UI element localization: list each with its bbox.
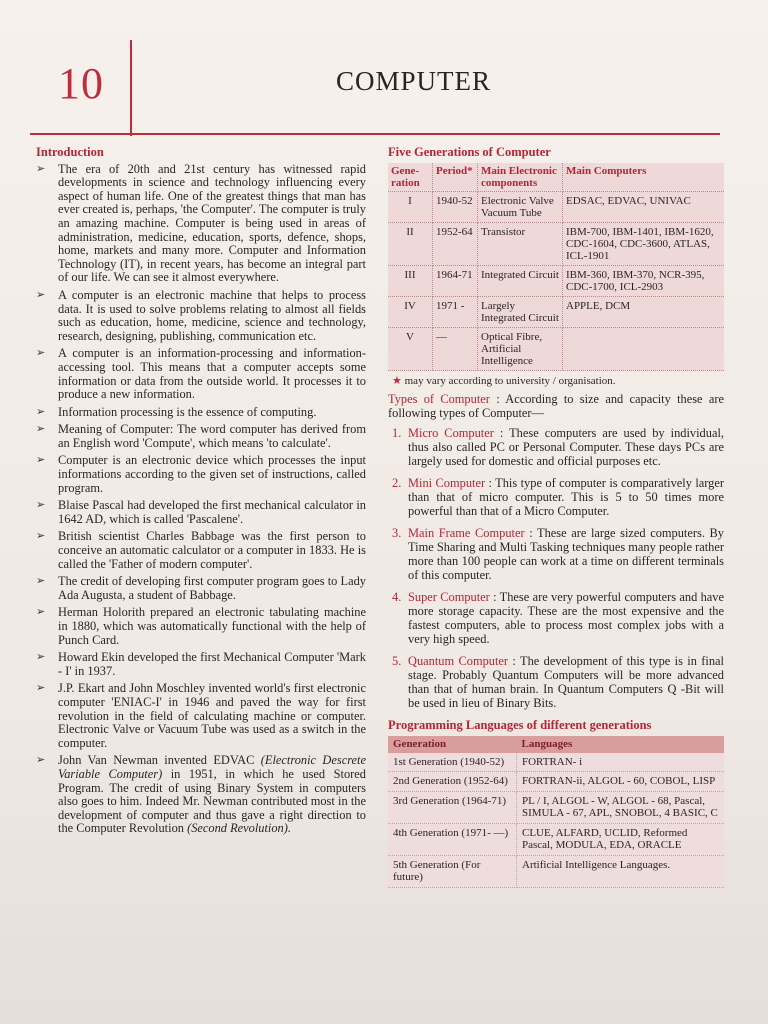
introduction-bullet-list bbox=[36, 163, 366, 751]
bullet-item bbox=[36, 682, 366, 750]
bullet-text: Information processing is the essence of computing. bbox=[58, 404, 317, 419]
table-cell: Integrated Circuit bbox=[478, 266, 563, 297]
table-cell: II bbox=[388, 223, 433, 266]
table-cell: CLUE, ALFARD, UCLID, Reformed Pascal, MODULA, EDA, ORACLE bbox=[517, 823, 725, 855]
generations-header-cell: Main Electronic components bbox=[478, 163, 563, 192]
chapter-title: COMPUTER bbox=[336, 66, 492, 96]
languages-header-cell: Languages bbox=[517, 736, 725, 753]
type-number: 3. bbox=[392, 526, 402, 540]
table-cell: Electronic Valve Vacuum Tube bbox=[478, 192, 563, 223]
type-description: : This type of computer is comparatively larger than that of micro computer. This is 5 to 50 times more powerful than that of a Micro Computer. bbox=[408, 476, 724, 518]
types-label: Types of Computer bbox=[388, 392, 490, 406]
generations-table-header bbox=[388, 163, 724, 192]
bullet-item bbox=[36, 606, 366, 647]
star-icon: ★ bbox=[392, 375, 402, 387]
type-description: : These are very powerful computers and have more storage capacity. These are the most expensive and the fastest computers, able to process most complex jobs with a very high speed. bbox=[408, 590, 724, 646]
table-cell: V bbox=[388, 328, 433, 371]
computer-type-item bbox=[388, 476, 724, 518]
table-row bbox=[388, 328, 724, 371]
period-footnote: ★ may vary according to university / organisation. bbox=[392, 375, 616, 387]
computer-type-item bbox=[388, 526, 724, 582]
table-row bbox=[388, 223, 724, 266]
bullet-arrow-icon: ➢ bbox=[36, 530, 46, 543]
bullet-text: Herman Holorith prepared an electronic tabulating machine in 1880, which was automatically functional with the help of Punch Card. bbox=[58, 605, 366, 647]
types-intro: Types of Computer : According to size and capacity these are following types of Computer— bbox=[388, 392, 724, 420]
bullet-item bbox=[36, 423, 366, 450]
bullet-text: A computer is an information-processing and information-accessing tool. This means that a computer accepts some information or data from the outside world. It processes it to produce a new information. bbox=[58, 346, 366, 402]
generations-heading: Five Generations of Computer bbox=[388, 145, 551, 159]
table-cell: 1952-64 bbox=[433, 223, 478, 266]
bullet-text: J.P. Ekart and John Moschley invented world's first electronic computer 'ENIAC-I' in 1946 and paved the way for first revolution in the field of calculating machine or computer. Electronic Valve or Vacuum Tube was used as a switch in the computer. bbox=[58, 681, 366, 750]
table-cell: FORTRAN- i bbox=[517, 753, 725, 772]
table-cell: Largely Integrated Circuit bbox=[478, 297, 563, 328]
type-description: : These are large sized computers. By Time Sharing and Multi Tasking techniques many people rather more than 100 people can work at a time on different terminals of this computer. bbox=[408, 526, 724, 582]
bullet-text: Blaise Pascal had developed the first mechanical calculator in 1642 AD, which is called 'Pascalene'. bbox=[58, 498, 366, 526]
bullet-item bbox=[36, 454, 366, 495]
bullet-arrow-icon: ➢ bbox=[36, 162, 46, 175]
bullet-item bbox=[36, 575, 366, 602]
table-cell: 2nd Generation (1952-64) bbox=[388, 772, 517, 792]
bullet-arrow-icon: ➢ bbox=[36, 499, 46, 512]
computer-type-item bbox=[388, 426, 724, 468]
table-cell: 1940-52 bbox=[433, 192, 478, 223]
type-number: 2. bbox=[392, 476, 402, 490]
table-cell bbox=[563, 328, 725, 371]
table-cell: IV bbox=[388, 297, 433, 328]
type-number: 1. bbox=[392, 426, 402, 440]
bullet-item bbox=[36, 530, 366, 571]
table-row bbox=[388, 266, 724, 297]
table-cell: 1st Generation (1940-52) bbox=[388, 753, 517, 772]
bullet-text: The era of 20th and 21st century has witnessed rapid developments in science and technology influencing every aspect of human life. One of the greatest things that man has ever created is, perhaps, 'the Computer'. The computer is truly an amazing machine. Computer is being used in areas of administration, medicine, education, sports, defence, shops, home, markets and many more. Computer and Information Technology (IT), in recent years, has become an integral part of our life. We can see it almost everywhere. bbox=[58, 161, 366, 285]
table-cell: 5th Generation (For future) bbox=[388, 855, 517, 887]
table-cell: Optical Fibre, Artificial Intelligence bbox=[478, 328, 563, 371]
bullet-text: The credit of developing first computer program goes to Lady Ada Augusta, a student of Babbage. bbox=[58, 574, 366, 602]
table-row bbox=[388, 855, 724, 887]
type-description: : The development of this type is in final stage. Probably Quantum Computers will be more advanced than that of human brain. In Quantum Computers Q -Bit will be used in lieu of Binary Bits. bbox=[408, 654, 724, 710]
languages-table-header bbox=[388, 736, 724, 753]
chapter-number: 10 bbox=[58, 59, 104, 108]
table-cell: 4th Generation (1971- —) bbox=[388, 823, 517, 855]
languages-table bbox=[388, 736, 724, 888]
bullet-arrow-icon: ➢ bbox=[36, 288, 46, 301]
bullet-arrow-icon: ➢ bbox=[36, 651, 46, 664]
table-row bbox=[388, 772, 724, 792]
table-row bbox=[388, 192, 724, 223]
table-cell: IBM-360, IBM-370, NCR-395, CDC-1700, ICL-2903 bbox=[563, 266, 725, 297]
bullet-item bbox=[36, 289, 366, 343]
bullet-arrow-icon: ➢ bbox=[36, 454, 46, 467]
type-name: Quantum Computer bbox=[408, 654, 509, 668]
type-name: Micro Computer bbox=[408, 426, 494, 440]
bullet-arrow-icon: ➢ bbox=[36, 606, 46, 619]
bullet-item bbox=[36, 163, 366, 285]
chapter-divider-vertical bbox=[130, 40, 132, 136]
right-column bbox=[388, 145, 724, 888]
generations-header-cell: Main Computers bbox=[563, 163, 725, 192]
computer-type-item bbox=[388, 654, 724, 710]
bullet-item bbox=[36, 651, 366, 678]
table-row bbox=[388, 791, 724, 823]
table-cell: I bbox=[388, 192, 433, 223]
table-cell: EDSAC, EDVAC, UNIVAC bbox=[563, 192, 725, 223]
table-cell: 1971 - bbox=[433, 297, 478, 328]
table-row bbox=[388, 753, 724, 772]
computer-type-item bbox=[388, 590, 724, 646]
table-cell: IBM-700, IBM-1401, IBM-1620, CDC-1604, CDC-3600, ATLAS, ICL-1901 bbox=[563, 223, 725, 266]
table-cell: APPLE, DCM bbox=[563, 297, 725, 328]
computer-types-list bbox=[388, 426, 724, 710]
bullet-arrow-icon: ➢ bbox=[36, 754, 46, 767]
table-cell: Artificial Intelligence Languages. bbox=[517, 855, 725, 887]
type-description: : These computers are used by individual, thus also called PC or Personal Computer. These days PCs are largely used for domestic and official purposes etc. bbox=[408, 426, 724, 468]
generations-header-cell: Period* bbox=[433, 163, 478, 192]
generations-header-cell: Gene-ration bbox=[388, 163, 433, 192]
bullet-arrow-icon: ➢ bbox=[36, 682, 46, 695]
type-number: 5. bbox=[392, 654, 402, 668]
bullet-arrow-icon: ➢ bbox=[36, 405, 46, 418]
type-name: Mini Computer bbox=[408, 476, 486, 490]
bullet-arrow-icon: ➢ bbox=[36, 575, 46, 588]
table-cell: 3rd Generation (1964-71) bbox=[388, 791, 517, 823]
bullet-text: Meaning of Computer: The word computer has derived from an English word 'Compute', which means 'to calculate'. bbox=[58, 422, 366, 450]
type-name: Main Frame Computer bbox=[408, 526, 525, 540]
bullet-text: British scientist Charles Babbage was the first person to conceive an automatic calculator or a computer in 1833. He is called the 'Father of modern computer'. bbox=[58, 529, 366, 571]
table-cell: — bbox=[433, 328, 478, 371]
table-cell: 1964-71 bbox=[433, 266, 478, 297]
table-cell: PL / I, ALGOL - W, ALGOL - 68, Pascal, SIMULA - 67, APL, SNOBOL, 4 BASIC, C bbox=[517, 791, 725, 823]
left-column bbox=[36, 146, 366, 840]
bullet-text: Computer is an electronic device which processes the input informations according to the given set of instructions, called program. bbox=[58, 453, 366, 495]
bullet-item bbox=[36, 499, 366, 526]
table-row bbox=[388, 297, 724, 328]
introduction-heading: Introduction bbox=[36, 145, 104, 159]
bullet-text: A computer is an electronic machine that helps to process data. It is used to solve problems relating to almost all fields such as education, home, medicine, science and technology, research, designing, publishing, communication etc. bbox=[58, 287, 366, 343]
bullet-item bbox=[36, 406, 366, 420]
bullet-arrow-icon: ➢ bbox=[36, 347, 46, 360]
type-number: 4. bbox=[392, 590, 402, 604]
table-cell: Transistor bbox=[478, 223, 563, 266]
table-row bbox=[388, 823, 724, 855]
bullet-item: ➢ John Van Newman invented EDVAC (Electronic Descrete Variable Computer) in 1951, in which he used Stored Program. The credit of using Binary System in computers also goes to him. Indeed Mr. Newman contributed most in the development of computer and thus gave a right direction to the Computer Revolution (Second Revolution). bbox=[36, 753, 366, 836]
chapter-divider-horizontal bbox=[30, 133, 720, 135]
generations-table bbox=[388, 163, 724, 371]
languages-header-cell: Generation bbox=[388, 736, 517, 753]
bullet-text: Howard Ekin developed the first Mechanical Computer 'Mark - I' in 1937. bbox=[58, 650, 366, 678]
type-name: Super Computer bbox=[408, 590, 490, 604]
table-cell: III bbox=[388, 266, 433, 297]
languages-heading: Programming Languages of different generations bbox=[388, 718, 652, 732]
bullet-item bbox=[36, 347, 366, 401]
bullet-arrow-icon: ➢ bbox=[36, 423, 46, 436]
table-cell: FORTRAN-ii, ALGOL - 60, COBOL, LISP bbox=[517, 772, 725, 792]
